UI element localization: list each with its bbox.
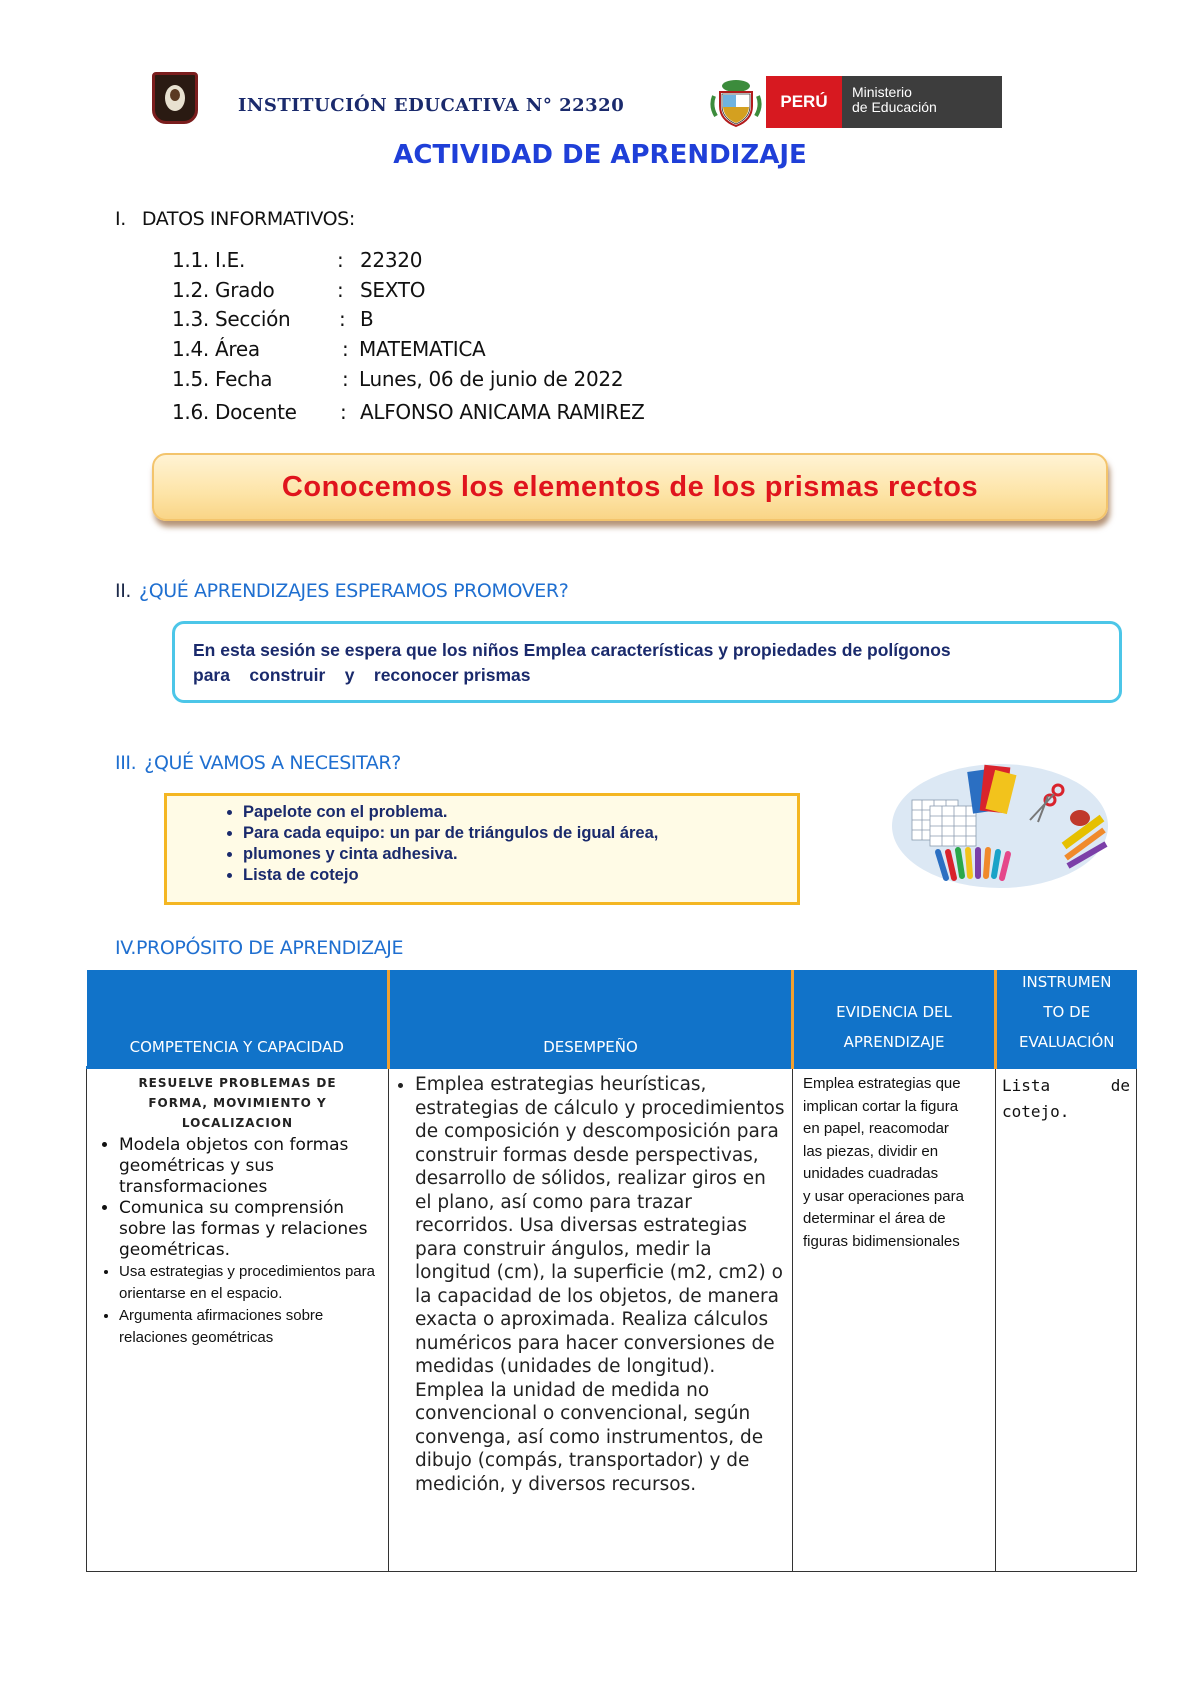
school-supplies-clipart xyxy=(890,748,1110,892)
dato-row: 1.5. Fecha : Lunes, 06 de junio de 2022 xyxy=(172,367,624,391)
lesson-title-banner: Conocemos los elementos de los prismas rectos xyxy=(152,453,1108,521)
dato-row: 1.3. Sección : B xyxy=(172,307,374,331)
materials-box xyxy=(164,793,800,905)
dato-row: 1.1. I.E. : 22320 xyxy=(172,248,423,272)
table-row xyxy=(87,1068,1137,1572)
list-item: • Modela objetos con formas geométricas y sus transformaciones xyxy=(119,1135,382,1198)
peru-shield-icon xyxy=(710,76,762,128)
competencia-title: RESUELVE PROBLEMAS DE FORMA, MOVIMIENTO Y LOCALIZACION xyxy=(138,1076,337,1130)
section-3-heading: III. ¿QUÉ VAMOS A NECESITAR? xyxy=(115,752,401,774)
list-item: • Para cada equipo: un par de triángulos de igual área, xyxy=(243,823,797,844)
activity-title: ACTIVIDAD DE APRENDIZAJE xyxy=(393,140,807,170)
list-item: • Comunica su comprensión sobre las formas y relaciones geométricas. xyxy=(119,1198,382,1261)
table-header: INSTRUMEN TO DE EVALUACIÓN xyxy=(996,970,1137,1068)
ministry-logo xyxy=(710,76,1002,128)
section-2-heading: II. ¿QUÉ APRENDIZAJES ESPERAMOS PROMOVER? xyxy=(115,580,569,602)
list-item: • Argumenta afirmaciones sobre relaciones geométricas xyxy=(119,1305,382,1349)
institution-title: INSTITUCIÓN EDUCATIVA N° 22320 xyxy=(238,95,625,116)
desempeno-text: • Emplea estrategias heurísticas, estrategias de cálculo y procedimientos de composición y descomposición para construir formas desde perspectivas, desarrollo de sólidos, realizar giros en el plano, así como para trazar recorridos. Usa diversas estrategias para construir ángulos, medir la longitud (cm), la superficie (m2, cm2) o la capacidad de los objetos, de manera exacta o aproximada. Realiza cálculos numéricos para hacer conversiones de medidas (unidades de longitud). Emplea la unidad de medida no convencional o convencional, según convenga, así como instrumentos, de dibujo (compás, transportador) y de medición, y diversos recursos. xyxy=(415,1073,786,1496)
list-item: • Papelote con el problema. xyxy=(243,802,797,823)
competencia-cell xyxy=(87,1068,389,1572)
dato-row: 1.6. Docente : ALFONSO ANICAMA RAMIREZ xyxy=(172,400,645,424)
desempeno-cell xyxy=(389,1068,793,1572)
peru-label: PERÚ xyxy=(766,76,842,128)
section-4-heading: IV.PROPÓSITO DE APRENDIZAJE xyxy=(115,937,404,959)
learning-purpose-box: En esta sesión se espera que los niños Emplea características y propiedades de polígonos para construir y reconocer prismas xyxy=(172,621,1122,703)
dato-row: 1.2. Grado : SEXTO xyxy=(172,278,426,302)
school-crest-icon xyxy=(152,72,198,124)
section-1-heading: I. DATOS INFORMATIVOS: xyxy=(115,208,355,230)
table-header: EVIDENCIA DEL APRENDIZAJE xyxy=(793,970,996,1068)
evidencia-cell: Emplea estrategias que implican cortar la figura en papel, reacomodar las piezas, dividir en unidades cuadradas y usar operaciones para determinar el área de figuras bidimensionales xyxy=(793,1068,996,1572)
table-header: COMPETENCIA Y CAPACIDAD xyxy=(87,970,389,1068)
dato-row: 1.4. Área : MATEMATICA xyxy=(172,337,486,361)
list-item: • Usa estrategias y procedimientos para orientarse en el espacio. xyxy=(119,1261,382,1305)
table-header: DESEMPEÑO xyxy=(389,970,793,1068)
instrumento-cell: Lista de cotejo. xyxy=(996,1068,1137,1572)
purpose-table xyxy=(86,970,1137,1572)
ministry-name: Ministerio de Educación xyxy=(842,76,1002,128)
list-item: • plumones y cinta adhesiva. xyxy=(243,844,797,865)
list-item: • Lista de cotejo xyxy=(243,865,797,886)
